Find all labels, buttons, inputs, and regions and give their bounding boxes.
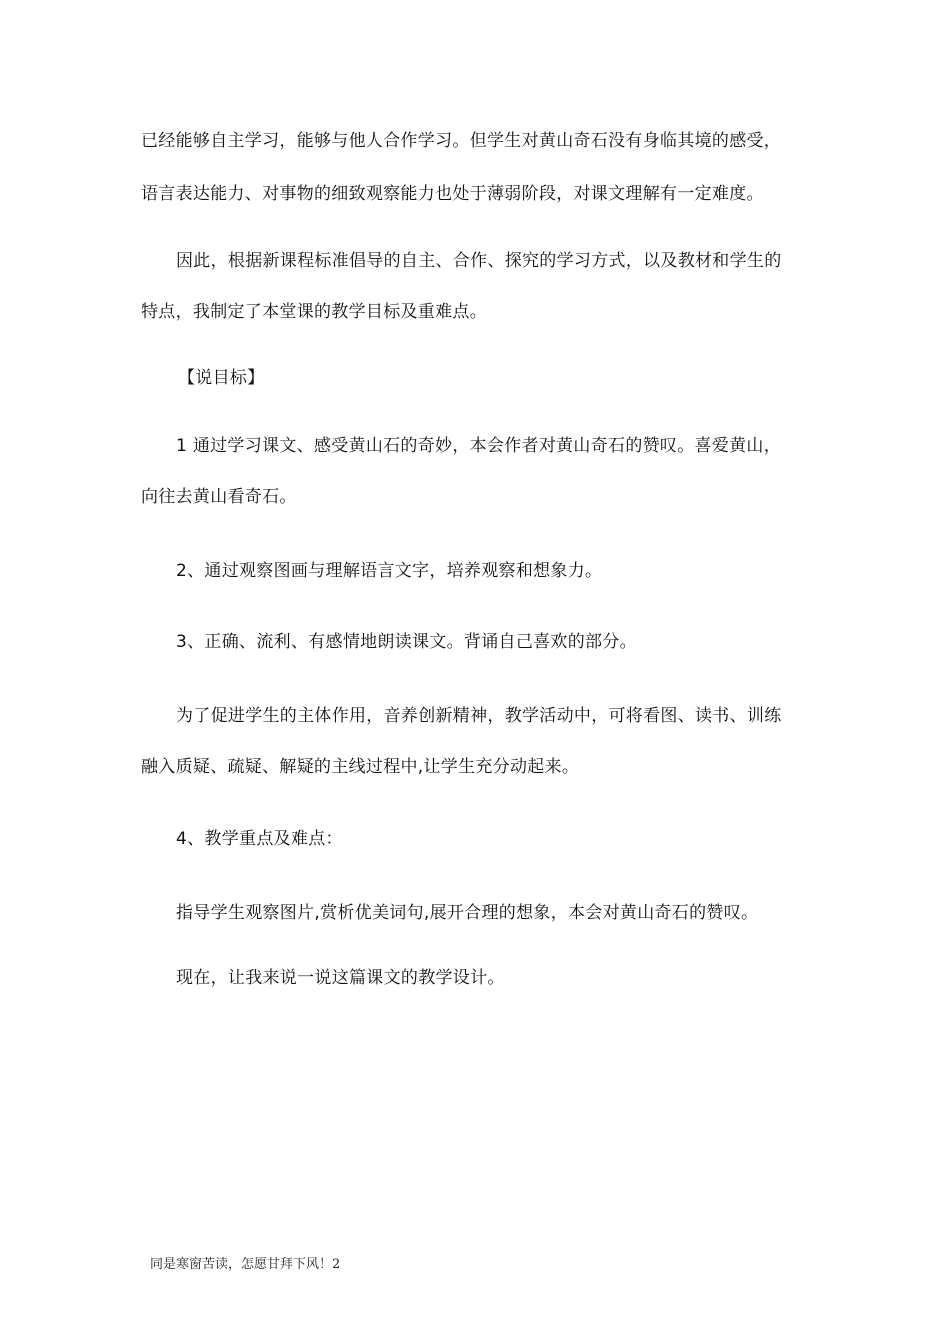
paragraph-method-line-2: 融入质疑、疏疑、解疑的主线过程中,让学生充分动起来。 <box>141 757 580 777</box>
objective-1-line-1: 1 通过学习课文、感受黄山石的奇妙，本会作者对黄山奇石的赞叹。喜爱黄山， <box>176 436 782 456</box>
paragraph-1-line-2: 语言表达能力、对事物的细致观察能力也处于薄弱阶段，对课文理解有一定难度。 <box>141 184 764 204</box>
key-points-heading: 4、教学重点及难点： <box>176 829 343 849</box>
paragraph-2-line-1: 因此，根据新课程标准倡导的自主、合作、探究的学习方式，以及教材和学生的 <box>176 251 782 271</box>
objective-2: 2、通过观察图画与理解语言文字，培养观察和想象力。 <box>176 561 603 581</box>
paragraph-1-line-1: 已经能够自主学习，能够与他人合作学习。但学生对黄山奇石没有身临其境的感受， <box>141 131 782 151</box>
closing-sentence: 现在，让我来说一说这篇课文的教学设计。 <box>176 968 505 988</box>
objective-3: 3、正确、流利、有感情地朗读课文。背诵自己喜欢的部分。 <box>176 632 637 652</box>
page-footer: 同是寒窗苦读，怎愿甘拜下风！2 <box>150 1257 341 1272</box>
key-points-content: 指导学生观察图片,赏析优美词句,展开合理的想象，本会对黄山奇石的赞叹。 <box>176 903 759 923</box>
objective-1-line-2: 向往去黄山看奇石。 <box>141 487 297 507</box>
section-heading-objectives: 【说目标】 <box>178 368 265 388</box>
paragraph-2-line-2: 特点，我制定了本堂课的教学目标及重难点。 <box>141 302 487 322</box>
paragraph-method-line-1: 为了促进学生的主体作用，音养创新精神，教学活动中，可将看图、读书、训练 <box>176 706 782 726</box>
